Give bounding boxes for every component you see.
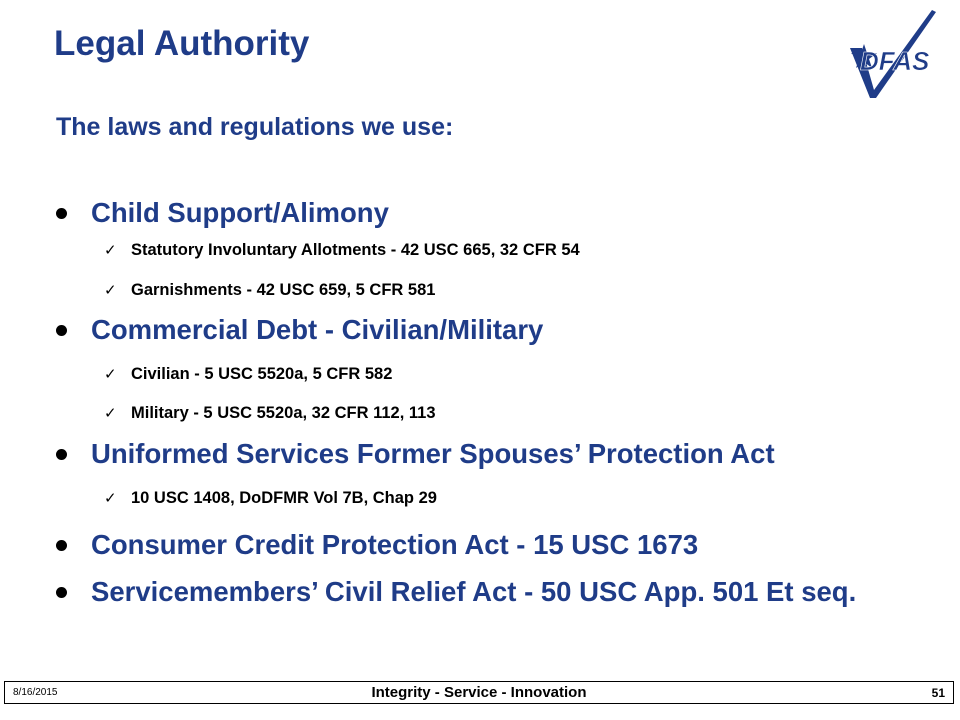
slide: Legal Authority DFAS The laws and regulations we use: Child Support/Alimony ✓ Statutory Involuntary Allotments - 42 USC 665, 32 CFR 54 ✓ Garnishments - 42 USC 659, 5 CFR 581 Commercial Debt - Civilian/Military ✓ Civilian - 5 USC 5520a, 5 CFR 582 ✓ Military - 5 USC 5520a, 32 CFR 112, 113 Uniformed Services Former Spouses’ Protection Act ✓ 10 USC 1408, DoDFMR Vol 7B, Chap 29 Consumer Credit Protection Act - 15 USC 1673 Servicemembers’ Civil Relief Act - 50 USC App. 501 Et seq. 8/16/2015 Integrity - Service - Innovation 51: [0, 0, 960, 720]
bullet-icon: [56, 449, 67, 460]
logo-text: DFAS: [860, 46, 930, 76]
footer-motto: Integrity - Service - Innovation: [371, 684, 587, 701]
slide-footer: [4, 681, 954, 704]
bullet-icon: [56, 540, 67, 551]
slide-title: Legal Authority: [54, 24, 310, 63]
bullet-icon: [56, 325, 67, 336]
check-icon: ✓: [104, 365, 117, 383]
dfas-logo: [840, 8, 940, 98]
check-icon: ✓: [104, 241, 117, 259]
check-icon: ✓: [104, 404, 117, 422]
page-number: 51: [931, 686, 945, 700]
bullet-icon: [56, 587, 67, 598]
bullet-icon: [56, 208, 67, 219]
slide-subtitle: The laws and regulations we use:: [56, 113, 454, 141]
footer-date: 8/16/2015: [13, 687, 58, 698]
check-icon: ✓: [104, 489, 117, 507]
check-icon: ✓: [104, 281, 117, 299]
